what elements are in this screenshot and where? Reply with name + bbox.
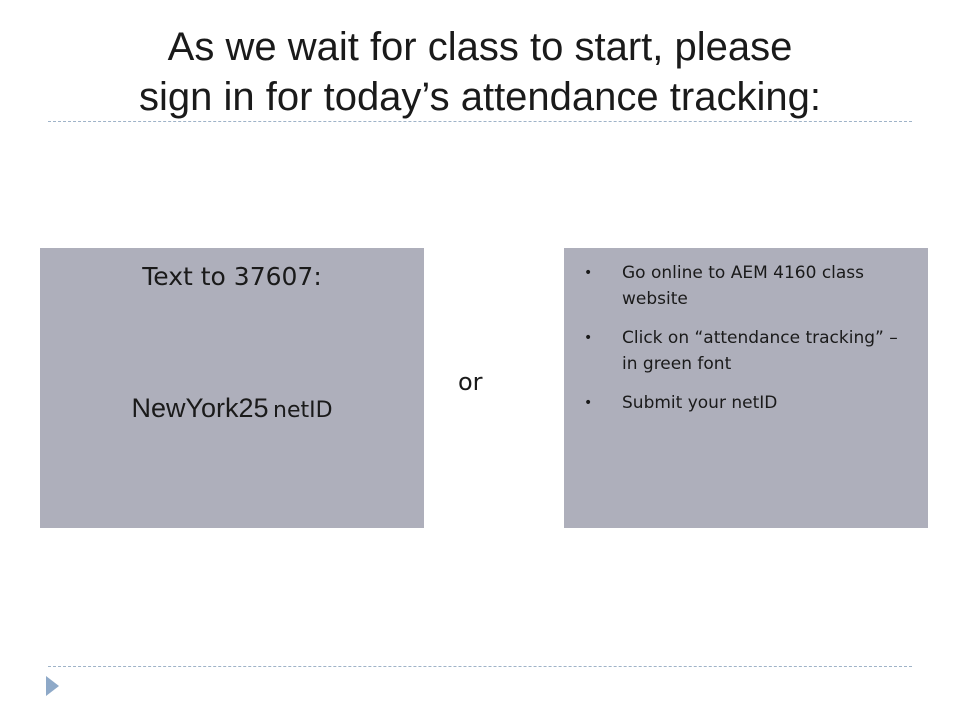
list-item: [584, 390, 916, 416]
title-line-2: sign in for today’s attendance tracking:: [139, 75, 821, 119]
instruction-text: Click on “attendance tracking” – in green font: [622, 328, 898, 374]
slide-title: [40, 22, 920, 122]
triangle-right-icon: [46, 676, 59, 696]
list-item: [584, 325, 916, 377]
instruction-text: Go online to AEM 4160 class website: [622, 263, 865, 309]
online-signin-box: [564, 248, 928, 528]
bullet-icon: •: [584, 330, 593, 346]
text-signin-box: [40, 248, 424, 528]
text-code-suffix: netID: [273, 398, 333, 423]
or-separator: or: [458, 368, 483, 396]
bottom-divider: [48, 666, 912, 667]
bullet-icon: •: [584, 395, 593, 411]
top-divider: [48, 121, 912, 122]
text-to-heading: Text to 37607:: [142, 262, 322, 291]
text-code: NewYork25: [131, 393, 269, 423]
instructions-list: [584, 260, 916, 429]
bullet-icon: •: [584, 265, 593, 281]
list-item: [584, 260, 916, 312]
text-code-line: [40, 393, 424, 424]
instruction-text: Submit your netID: [622, 393, 778, 413]
title-line-1: As we wait for class to start, please: [167, 25, 793, 69]
